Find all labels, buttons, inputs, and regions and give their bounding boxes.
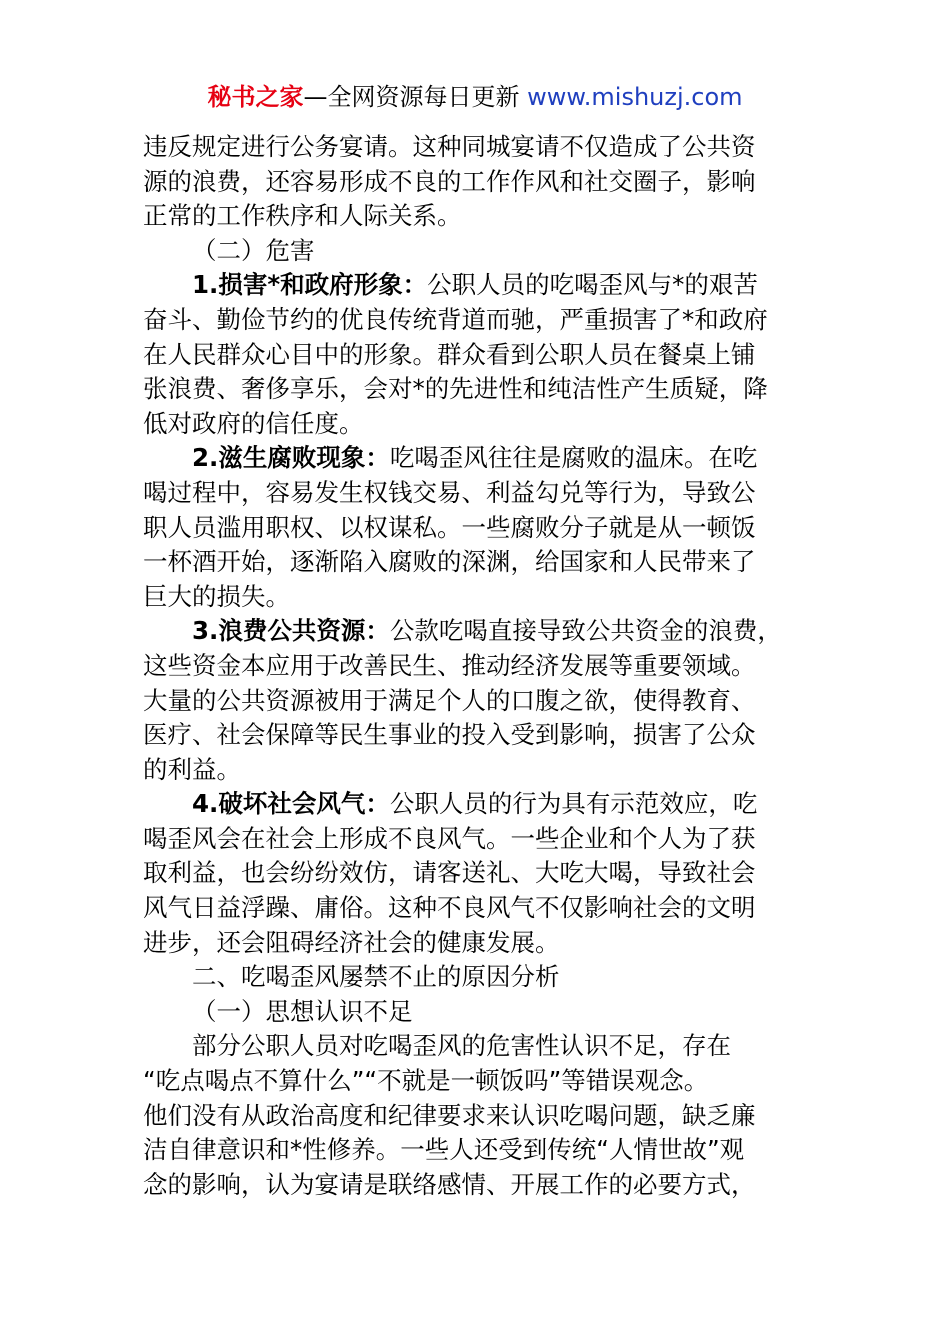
text-line: 一杯酒开始，逐渐陷入腐败的深渊，给国家和人民带来了 bbox=[143, 547, 756, 577]
paragraph-first-line: 部分公职人员对吃喝歪风的危害性认识不足，存在 bbox=[192, 1031, 731, 1061]
text-line: 源的浪费，还容易形成不良的工作作风和社交圈子，影响 bbox=[143, 166, 756, 196]
text-line: 他们没有从政治高度和纪律要求来认识吃喝问题，缺乏廉 bbox=[143, 1100, 756, 1130]
text-line: 职人员滥用职权、以权谋私。一些腐败分子就是从一顿饭 bbox=[143, 512, 756, 542]
text-line: 这些资金本应用于改善民生、推动经济发展等重要领域。 bbox=[143, 650, 756, 680]
item-heading: 3.浪费公共资源： bbox=[192, 616, 390, 646]
text-line: 风气日益浮躁、庸俗。这种不良风气不仅影响社会的文明 bbox=[143, 893, 756, 923]
item-heading: 1.损害*和政府形象： bbox=[192, 270, 428, 300]
text-segment: 公职人员的行为具有示范效应，吃 bbox=[389, 789, 758, 819]
text-line: 取利益，也会纷纷效仿，请客送礼、大吃大喝，导致社会 bbox=[143, 858, 756, 888]
text-line: 洁自律意识和*性修养。一些人还受到传统“人情世故”观 bbox=[143, 1135, 745, 1165]
text-line: 违反规定进行公务宴请。这种同城宴请不仅造成了公共资 bbox=[143, 132, 756, 161]
section-heading: 二、吃喝歪风屡禁不止的原因分析 bbox=[192, 962, 560, 992]
text-line: 喝过程中，容易发生权钱交易、利益勾兑等行为，导致公 bbox=[143, 477, 756, 507]
section-heading: （一）思想认识不足 bbox=[192, 996, 413, 1026]
text-line: 在人民群众心目中的形象。群众看到公职人员在餐桌上铺 bbox=[143, 339, 756, 369]
document-body bbox=[143, 130, 813, 1202]
text-line: “吃点喝点不算什么”“不就是一顿饭吗”等错误观念。 bbox=[143, 1066, 709, 1096]
paragraph-first-line bbox=[143, 614, 813, 649]
text-line: 低对政府的信任度。 bbox=[143, 408, 364, 438]
paragraph-first-line bbox=[143, 441, 813, 476]
text-segment: 公款吃喝直接导致公共资金的浪费， bbox=[389, 616, 782, 646]
text-segment: 公职人员的吃喝歪风与*的艰苦 bbox=[427, 270, 758, 300]
text-line: 的利益。 bbox=[143, 754, 241, 784]
text-line: 巨大的损失。 bbox=[143, 581, 290, 611]
item-heading: 4.破坏社会风气： bbox=[192, 789, 390, 819]
paragraph-first-line bbox=[143, 787, 813, 822]
page-header bbox=[0, 82, 950, 112]
text-segment: 吃喝歪风往往是腐败的温床。在吃 bbox=[389, 443, 758, 473]
brand-name: 秘书之家 bbox=[207, 83, 304, 111]
paragraph-first-line bbox=[143, 268, 813, 303]
text-line: 奋斗、勤俭节约的优良传统背道而驰，严重损害了*和政府 bbox=[143, 304, 768, 334]
text-line: 念的影响，认为宴请是联络感情、开展工作的必要方式， bbox=[143, 1169, 756, 1199]
text-line: 张浪费、奢侈享乐，会对*的先进性和纯洁性产生质疑，降 bbox=[143, 374, 768, 404]
item-heading: 2.滋生腐败现象： bbox=[192, 443, 390, 473]
text-line: 医疗、社会保障等民生事业的投入受到影响，损害了公众 bbox=[143, 720, 756, 750]
text-line: 正常的工作秩序和人际关系。 bbox=[143, 201, 462, 231]
text-line: 进步，还会阻碍经济社会的健康发展。 bbox=[143, 927, 560, 957]
section-heading: （二）危害 bbox=[192, 235, 315, 265]
website-link[interactable]: www.mishuzj.com bbox=[527, 83, 743, 111]
header-tagline: —全网资源每日更新 bbox=[303, 83, 528, 111]
text-line: 大量的公共资源被用于满足个人的口腹之欲，使得教育、 bbox=[143, 685, 756, 715]
text-line: 喝歪风会在社会上形成不良风气。一些企业和个人为了获 bbox=[143, 823, 756, 853]
